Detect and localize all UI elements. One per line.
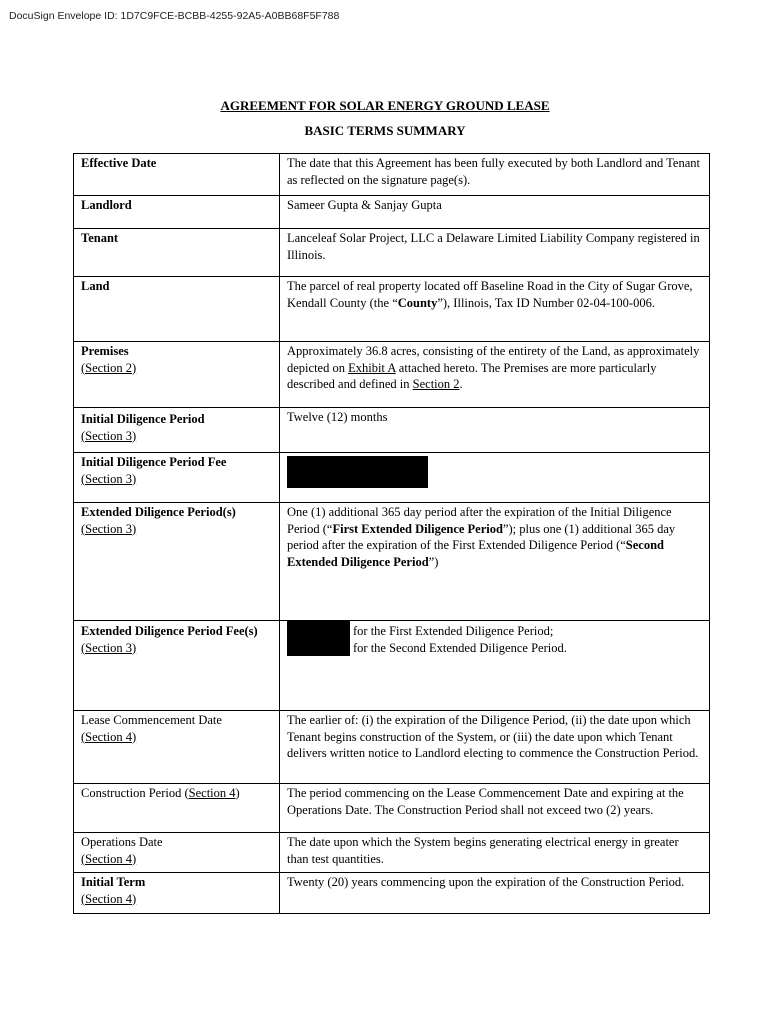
section-reference-link[interactable]: (Section 3) [81,428,137,443]
redaction-block [287,456,428,488]
section-reference-link[interactable]: (Section 4) [81,729,137,744]
row-label: Operations Date [81,835,163,849]
label-cell [74,154,280,196]
row-label: Extended Diligence Period(s) [81,505,236,519]
row-label: Lease Commencement Date [81,713,222,727]
value-cell [280,277,710,342]
value-cell: Sameer Gupta & Sanjay Gupta [280,196,710,229]
value-cell [280,503,710,621]
document-title: AGREEMENT FOR SOLAR ENERGY GROUND LEASE [220,98,550,113]
row-tenant [74,229,710,277]
fee-lines [287,623,703,656]
exhibit-a-link[interactable]: Exhibit A [348,360,396,375]
row-label: Effective Date [81,156,157,170]
label-cell [74,621,280,711]
docusign-envelope-id: DocuSign Envelope ID: 1D7C9FCE-BCBB-4255-92A5-A0BB68F5F788 [9,10,340,22]
section-reference-link[interactable]: Section 4 [188,786,236,800]
row-label: Construction Period ( [81,786,189,800]
label-cell [74,342,280,408]
text: ”) [428,554,439,569]
label-cell [74,408,280,453]
value-cell: The earlier of: (i) the expiration of the Diligence Period, (ii) the date upon which Tenant begins construction of the System, or (iii) the date upon which Tenant delivers written notice to Landlord electing to commence the Construction Period. [280,711,710,784]
row-construction-period [74,784,710,833]
county-term: County [397,295,438,310]
text: Approximately 36.8 acres, consisting of the entirety of the Land, as approximately depicted on [287,344,700,375]
first-extended-term: First Extended Diligence Period [332,521,503,536]
first-extended-fee-text: for the First Extended Diligence Period; [353,624,554,638]
label-cell [74,873,280,914]
section-reference-link[interactable]: (Section 2) [81,360,137,375]
row-extended-diligence-periods [74,503,710,621]
value-cell [280,453,710,503]
row-premises [74,342,710,408]
row-landlord [74,196,710,229]
value-cell [280,621,710,711]
row-label: Initial Diligence Period Fee [81,455,227,469]
second-extended-term: Second Extended Diligence Period [287,538,664,569]
section-reference-link[interactable]: (Section 3) [81,471,137,486]
row-label: Initial Diligence Period [81,412,205,426]
row-label: Land [81,279,110,293]
value-cell: The date that this Agreement has been fully executed by both Landlord and Tenant as reflected on the signature page(s). [280,154,710,196]
document-subtitle: BASIC TERMS SUMMARY [304,123,466,138]
row-lease-commencement-date [74,711,710,784]
row-extended-diligence-fees [74,621,710,711]
section-reference-link[interactable]: (Section 4) [81,891,137,906]
row-label: Premises [81,344,129,358]
label-cell [74,784,280,833]
text: ”), Illinois, Tax ID Number 02-04-100-006. [437,295,655,310]
row-label: Tenant [81,231,119,245]
text: One (1) additional 365 day period after the expiration of the Initial Diligence Period (“ [287,505,672,536]
value-cell: Twelve (12) months [280,408,710,453]
row-label: Landlord [81,198,132,212]
row-initial-diligence-period [74,408,710,453]
second-extended-fee-text: for the Second Extended Diligence Period. [353,640,567,655]
value-cell: The period commencing on the Lease Commencement Date and expiring at the Operations Date. The Construction Period shall not exceed two (2) years. [280,784,710,833]
redaction-block [287,620,350,656]
row-initial-term [74,873,710,914]
section-reference-link[interactable]: (Section 4) [81,851,137,866]
row-effective-date [74,154,710,196]
label-cell [74,833,280,873]
label-cell [74,503,280,621]
text: attached hereto. The Premises are more particularly described and defined in [287,360,657,391]
label-cell [74,229,280,277]
text: The parcel of real property located off Baseline Road in the City of Sugar Grove, Kendall County (the “ [287,279,693,310]
value-cell [280,342,710,408]
basic-terms-table [73,153,710,914]
row-initial-diligence-fee [74,453,710,503]
label-cell [74,196,280,229]
section-reference-link[interactable]: (Section 3) [81,521,137,536]
text: . [459,377,463,391]
value-cell: Twenty (20) years commencing upon the expiration of the Construction Period. [280,873,710,914]
text: ) [235,786,240,800]
value-cell: Lanceleaf Solar Project, LLC a Delaware Limited Liability Company registered in Illinois. [280,229,710,277]
label-cell [74,453,280,503]
row-operations-date [74,833,710,873]
row-label: Initial Term [81,875,146,889]
label-cell [74,711,280,784]
value-cell: The date upon which the System begins generating electrical energy in greater than test quantities. [280,833,710,873]
row-land [74,277,710,342]
text: ”); plus one (1) additional 365 day period after the expiration of the First Extended Diligence Period (“ [287,521,676,552]
label-cell [74,277,280,342]
row-label: Extended Diligence Period Fee(s) [81,624,258,638]
section-reference-link[interactable]: (Section 3) [81,640,137,655]
section-2-link[interactable]: Section 2 [412,377,460,391]
